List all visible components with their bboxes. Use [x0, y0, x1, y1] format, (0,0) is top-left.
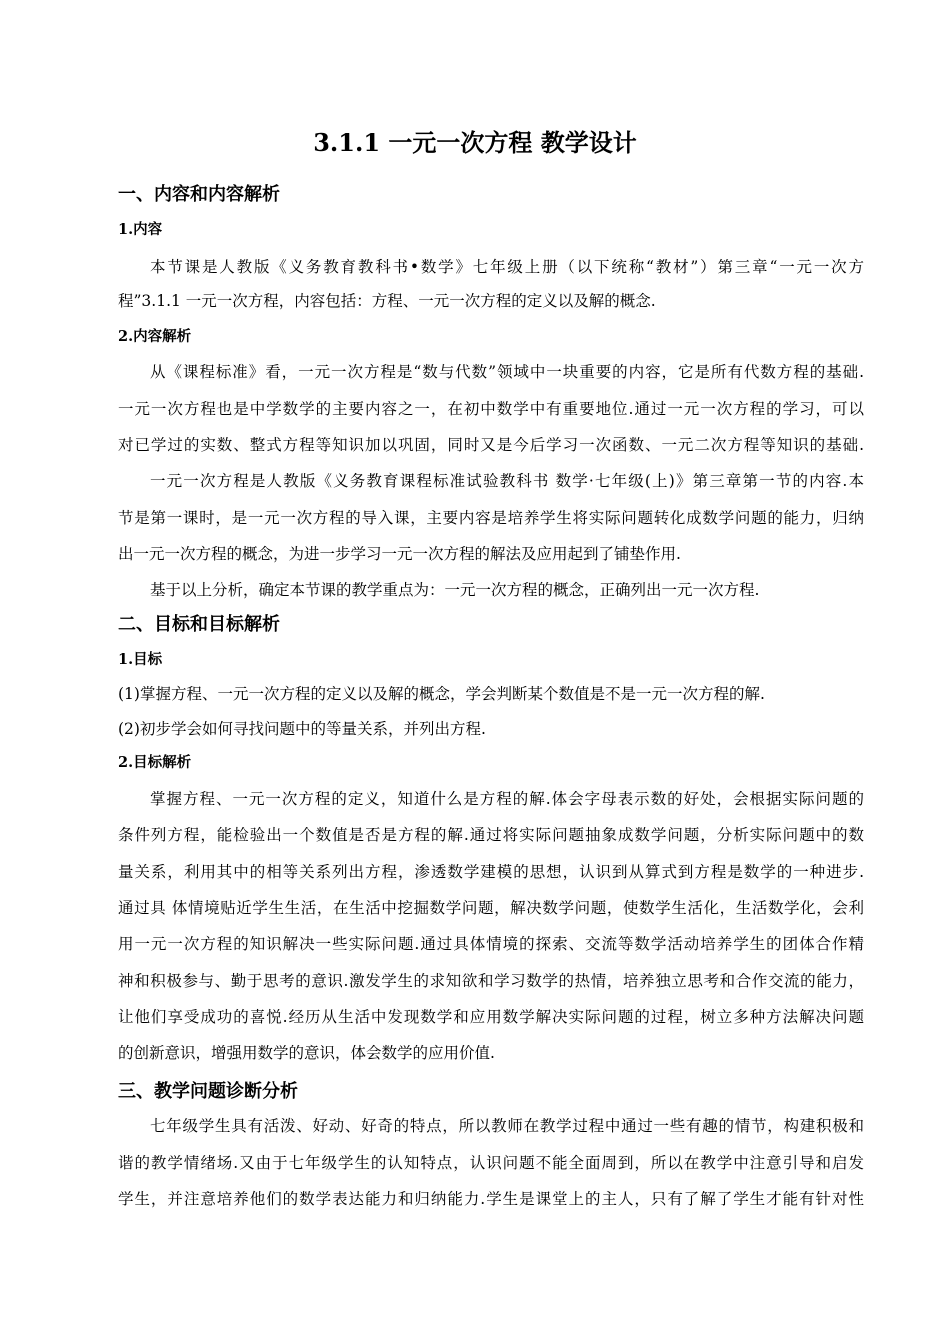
paragraph-line: 量关系，利用其中的相等关系列出方程，渗透数学建模的思想，认识到从算式到方程是数学的一种进步.: [118, 863, 864, 881]
paragraph-line: 通过具 体情境贴近学生生活，在生活中挖掘数学问题，解决数学问题，使数学生活化，生活数学化，会利: [118, 899, 864, 917]
paragraph-line: 七年级学生具有活泼、好动、好奇的特点，所以教师在教学过程中通过一些有趣的情节，构建积极和: [150, 1117, 864, 1135]
paragraph-line: 用一元一次方程的知识解决一些实际问题.通过具体情境的探索、交流等数学活动培养学生的团体合作精: [118, 935, 864, 953]
paragraph-line: 一元一次方程也是中学数学的主要内容之一，在初中数学中有重要地位.通过一元一次方程的学习，可以: [118, 400, 864, 418]
goal-item: (2)初步学会如何寻找问题中的等量关系，并列出方程.: [118, 720, 486, 738]
paragraph-line: 对已学过的实数、整式方程等知识加以巩固，同时又是今后学习一次函数、一元二次方程等知识的基础.: [118, 436, 864, 454]
paragraph-line: 本节课是人教版《义务教育教科书•数学》七年级上册（以下统称“教材”）第三章“一元一次方: [150, 258, 864, 276]
paragraph-line: 学生，并注意培养他们的数学表达能力和归纳能力.学生是课堂上的主人，只有了解了学生才能有针对性: [118, 1190, 864, 1208]
paragraph-line: 出一元一次方程的概念，为进一步学习一元一次方程的解法及应用起到了铺垫作用.: [118, 545, 681, 563]
paragraph-line: 基于以上分析，确定本节课的教学重点为：一元一次方程的概念，正确列出一元一次方程.: [150, 581, 760, 599]
document-title: 3.1.1 一元一次方程 教学设计: [313, 128, 637, 157]
paragraph-line: 掌握方程、一元一次方程的定义，知道什么是方程的解.体会字母表示数的好处，会根据实际问题的: [150, 790, 864, 808]
goal-item: (1)掌握方程、一元一次方程的定义以及解的概念，学会判断某个数值是不是一元一次方程的解.: [118, 685, 765, 703]
section-heading-content: 一、内容和内容解析: [118, 184, 280, 205]
paragraph-line: 让他们享受成功的喜悦.经历从生活中发现数学和应用数学解决实际问题的过程，树立多种方法解决问题: [118, 1008, 864, 1026]
paragraph-line: 谐的教学情绪场.又由于七年级学生的认知特点，认识问题不能全面周到，所以在教学中注意引导和启发: [118, 1154, 864, 1172]
paragraph-line: 的创新意识，增强用数学的意识，体会数学的应用价值.: [118, 1044, 495, 1062]
paragraph-line: 节是第一课时，是一元一次方程的导入课，主要内容是培养学生将实际问题转化成数学问题的能力，归纳: [118, 509, 864, 527]
paragraph-line: 一元一次方程是人教版《义务教育课程标准试验教科书 数学·七年级(上)》第三章第一节的内容.本: [150, 472, 864, 490]
paragraph-line: 条件列方程，能检验出一个数值是否是方程的解.通过将实际问题抽象成数学问题，分析实际问题中的数: [118, 826, 864, 844]
subsection-heading-goals: 1.目标: [118, 651, 163, 668]
subsection-heading-content: 1.内容: [118, 221, 163, 238]
section-heading-goals: 二、目标和目标解析: [118, 614, 280, 635]
paragraph-line: 神和积极参与、勤于思考的意识.激发学生的求知欲和学习数学的热情，培养独立思考和合作交流的能力，: [118, 972, 864, 990]
section-heading-diagnosis: 三、教学问题诊断分析: [118, 1081, 298, 1102]
paragraph-line: 从《课程标准》看，一元一次方程是“数与代数”领域中一块重要的内容，它是所有代数方程的基础.: [150, 363, 864, 381]
subsection-heading-goal-analysis: 2.目标解析: [118, 754, 192, 771]
paragraph-line: 程”3.1.1 一元一次方程，内容包括：方程、一元一次方程的定义以及解的概念.: [118, 292, 656, 310]
subsection-heading-content-analysis: 2.内容解析: [118, 328, 192, 345]
